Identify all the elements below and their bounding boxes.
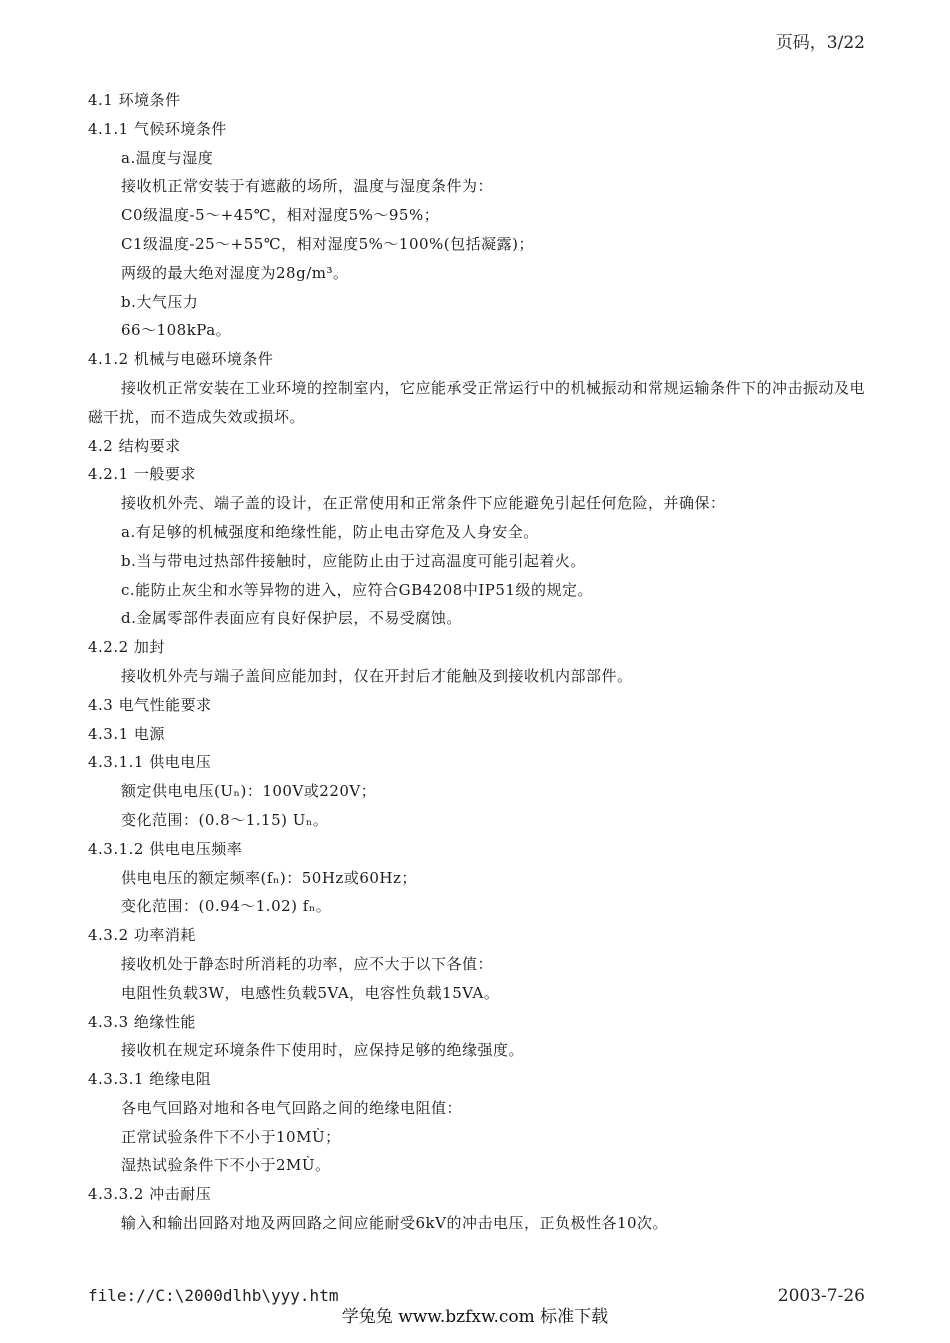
body-line: 66～108kPa。 [121,321,232,340]
body-line: 变化范围：(0.94～1.02) fₙ。 [121,897,332,916]
section-heading: 4.3 电气性能要求 [88,695,212,714]
body-line: 电阻性负载3W，电感性负载5VA，电容性负载15VA。 [121,983,500,1002]
body-line: d.金属零部件表面应有良好保护层，不易受腐蚀。 [121,609,462,628]
section-heading: 4.3.2 功率消耗 [88,926,196,945]
body-line: b.大气压力 [121,292,199,311]
body-line: 变化范围：(0.8～1.15) Uₙ。 [121,810,329,829]
body-line: 接收机正常安装在工业环境的控制室内，它应能承受正常运行中的机械振动和常规运输条件下的冲击振动及电磁干扰，而不造成失效或损坏。 [88,378,866,426]
body-line: 各电气回路对地和各电气回路之间的绝缘电阻值： [121,1098,463,1117]
section-heading: 4.1 环境条件 [88,91,181,109]
body-line: 两级的最大绝对湿度为28g/m³。 [121,263,349,282]
body-line: a.温度与湿度 [121,148,214,167]
page-number: 页码，3/22 [775,33,865,53]
body-line: 接收机在规定环境条件下使用时，应保持足够的绝缘强度。 [121,1041,525,1060]
section-heading: 4.3.1.2 供电电压频率 [88,839,243,858]
footer-file-path: file://C:\2000dlhb\yyy.htm [88,1286,339,1305]
body-line: 正常试验条件下不小于10MÙ； [121,1127,341,1146]
section-heading: 4.3.3.2 冲击耐压 [88,1185,212,1204]
section-heading: 4.3.3 绝缘性能 [88,1012,196,1031]
section-heading: 4.1.2 机械与电磁环境条件 [88,350,274,369]
body-line: c.能防止灰尘和水等异物的进入，应符合GB4208中IP51级的规定。 [121,580,593,599]
body-line: 接收机外壳、端子盖的设计，在正常使用和正常条件下应能避免引起任何危险，并确保： [121,494,726,513]
section-heading: 4.3.1.1 供电电压 [88,753,212,772]
body-line: C1级温度-25～+55℃，相对湿度5%～100%(包括凝露)； [121,234,534,253]
body-line: 接收机正常安装于有遮蔽的场所，温度与湿度条件为： [121,177,494,196]
body-line: 供电电压的额定频率(fₙ)：50Hz或60Hz； [121,868,417,887]
section-heading: 4.2.2 加封 [88,638,165,657]
section-heading: 4.2.1 一般要求 [88,465,196,484]
body-line: 额定供电电压(Uₙ)：100V或220V； [121,782,377,801]
body-line: a.有足够的机械强度和绝缘性能，防止电击穿危及人身安全。 [121,522,539,541]
body-line: 接收机外壳与端子盖间应能加封，仅在开封后才能触及到接收机内部部件。 [121,666,633,685]
body-line: 湿热试验条件下不小于2MÙ。 [121,1156,331,1175]
body-line: C0级温度-5～+45℃，相对湿度5%～95%； [121,206,440,225]
section-heading: 4.3.3.1 绝缘电阻 [88,1070,212,1089]
watermark-text: 学兔兔 www.bzfxw.com 标准下载 [341,1307,609,1327]
section-heading: 4.2 结构要求 [88,436,181,455]
footer-date: 2003-7-26 [777,1286,865,1306]
body-line: b.当与带电过热部件接触时，应能防止由于过高温度可能引起着火。 [121,551,586,570]
section-heading: 4.1.1 气候环境条件 [88,119,227,138]
document-body [88,86,870,1238]
section-heading: 4.3.1 电源 [88,724,165,743]
body-line: 接收机处于静态时所消耗的功率，应不大于以下各值： [121,954,494,973]
body-line: 输入和输出回路对地及两回路之间应能耐受6kV的冲击电压，正负极性各10次。 [121,1214,669,1233]
